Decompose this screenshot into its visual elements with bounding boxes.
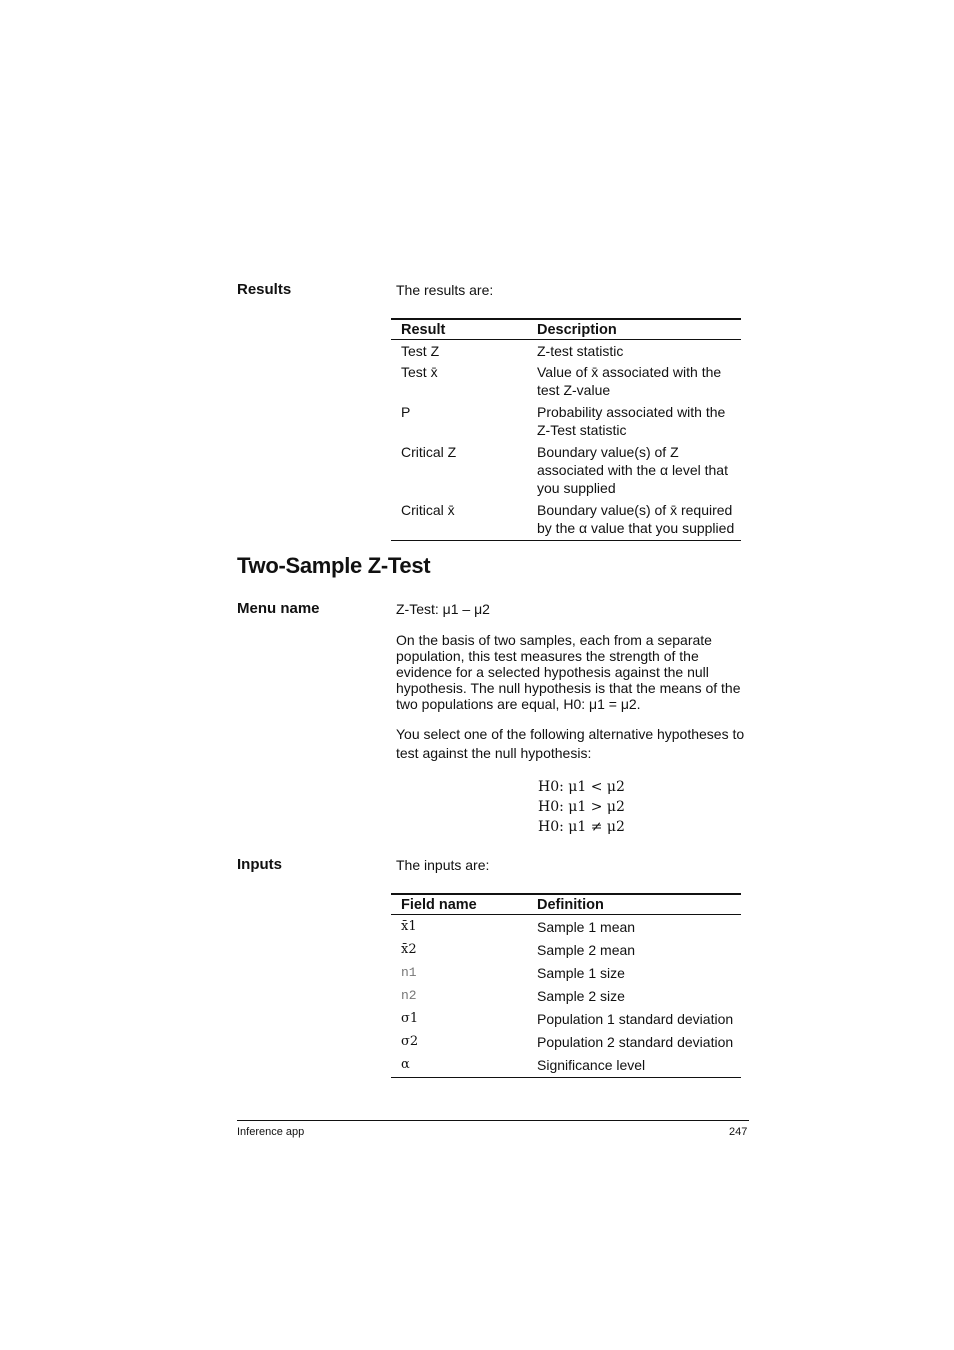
field-cell: σ1 — [401, 1011, 419, 1026]
table-row — [391, 340, 741, 361]
table-row — [391, 964, 741, 987]
result-cell: P — [401, 404, 411, 420]
result-cell: Critical x̄ — [391, 497, 527, 541]
hypothesis-item: H0: μ1 < μ2 — [538, 779, 625, 795]
menu-description: On the basis of two samples, each from a separate population, this test measures the strength of the evidence for a selected hypothesis against the null hypothesis. The null hypothesis is that the means of the two populations are equal, H0: μ1 = μ2. — [396, 632, 741, 712]
description-cell: Boundary value(s) of Z associated with the α level that you supplied — [537, 444, 728, 496]
field-cell: σ2 — [401, 1034, 419, 1049]
description-cell: Probability associated with the Z-Test statistic — [537, 404, 726, 438]
result-cell: Test x̄ — [401, 364, 438, 380]
table-row — [391, 915, 741, 942]
description-cell: Z-test statistic — [537, 343, 624, 359]
table-row — [391, 360, 741, 399]
inputs-table — [391, 893, 741, 1078]
table-row — [391, 1033, 741, 1056]
results-intro: The results are: — [396, 282, 494, 298]
table-row — [391, 941, 741, 964]
field-cell: x̄1 — [401, 919, 417, 934]
table-row — [391, 439, 741, 497]
hypothesis-list — [538, 777, 625, 837]
table-row — [391, 1056, 741, 1078]
definition-cell: Population 1 standard deviation — [537, 1011, 734, 1027]
table-row — [391, 497, 741, 541]
section-title: Two-Sample Z-Test — [237, 553, 431, 578]
results-heading: Results — [237, 281, 292, 298]
hypothesis-intro: You select one of the following alternative hypotheses to test against the null hypothesis: — [396, 726, 745, 761]
table-row — [391, 987, 741, 1010]
description-cell: Value of x̄ associated with the test Z-value — [537, 364, 722, 398]
inputs-heading: Inputs — [237, 856, 282, 873]
footer-rule — [237, 1120, 749, 1121]
hypothesis-item: H0: μ1 > μ2 — [538, 799, 625, 815]
table-row — [391, 1010, 741, 1033]
definition-cell: Significance level — [527, 1056, 741, 1078]
menu-name-value: Z-Test: μ1 – μ2 — [396, 601, 490, 617]
column-header-description: Description — [527, 319, 741, 340]
column-header-result: Result — [391, 319, 527, 340]
footer-title: Inference app — [237, 1126, 305, 1138]
field-cell: n1 — [401, 965, 417, 980]
table-header-row — [391, 319, 741, 340]
description-cell: Boundary value(s) of x̄ required by the α value that you supplied — [527, 497, 741, 541]
table-header-row — [391, 894, 741, 915]
results-table — [391, 318, 741, 541]
definition-cell: Sample 1 size — [537, 965, 625, 981]
definition-cell: Sample 2 size — [537, 988, 625, 1004]
field-cell: n2 — [401, 988, 417, 1003]
result-cell: Test Z — [401, 343, 440, 359]
column-header-definition: Definition — [527, 894, 741, 915]
hypothesis-item: H0: μ1 ≠ μ2 — [538, 819, 625, 835]
definition-cell: Sample 1 mean — [537, 919, 636, 935]
table-row — [391, 399, 741, 439]
definition-cell: Population 2 standard deviation — [537, 1034, 734, 1050]
inputs-intro: The inputs are: — [396, 857, 490, 873]
menu-name-heading: Menu name — [237, 600, 320, 617]
definition-cell: Sample 2 mean — [537, 942, 636, 958]
field-cell: α — [391, 1056, 527, 1078]
page-number: 247 — [729, 1126, 748, 1138]
column-header-field-name: Field name — [391, 894, 527, 915]
field-cell: x̄2 — [401, 942, 417, 957]
result-cell: Critical Z — [401, 444, 457, 460]
